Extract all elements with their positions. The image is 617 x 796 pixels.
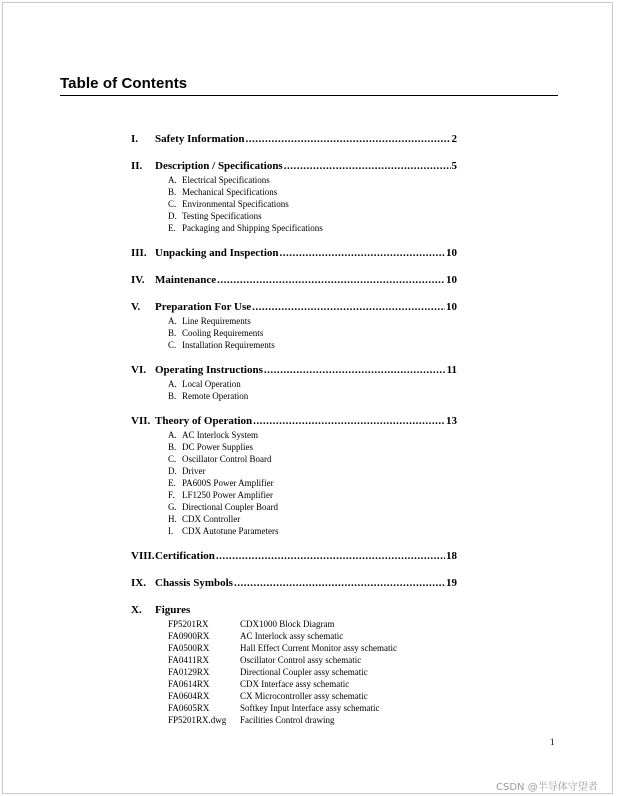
figure-description: Softkey Input Interface assy schematic bbox=[240, 703, 380, 713]
toc-subitem[interactable] bbox=[131, 339, 457, 351]
table-of-contents bbox=[131, 132, 457, 726]
toc-section-title: Certification bbox=[155, 550, 215, 562]
toc-subitem[interactable] bbox=[131, 222, 457, 234]
toc-subitem[interactable] bbox=[131, 390, 457, 402]
figure-list-item[interactable] bbox=[131, 690, 457, 702]
toc-leader-dots bbox=[234, 576, 445, 591]
toc-section-page: 11 bbox=[446, 364, 457, 376]
toc-section-page: 2 bbox=[451, 133, 457, 145]
toc-section-title: Unpacking and Inspection bbox=[155, 247, 279, 259]
figure-code: FA0129RX bbox=[168, 667, 210, 677]
toc-section[interactable] bbox=[131, 300, 457, 315]
toc-subitem-letter: C. bbox=[168, 199, 177, 209]
toc-subitem-letter: A. bbox=[168, 379, 177, 389]
toc-section-page: 10 bbox=[446, 247, 457, 259]
toc-subitem-text: Oscillator Control Board bbox=[182, 454, 272, 464]
toc-section-number: VIII. bbox=[131, 550, 155, 562]
toc-subitem-text: CDX Controller bbox=[182, 514, 241, 524]
toc-subitem-letter: F. bbox=[168, 490, 175, 500]
toc-section-title: Maintenance bbox=[155, 274, 217, 286]
toc-subitem-letter: C. bbox=[168, 454, 177, 464]
toc-subitem-letter: A. bbox=[168, 430, 177, 440]
toc-section-number: II. bbox=[131, 160, 143, 172]
toc-section-number: I. bbox=[131, 133, 139, 145]
figure-code: FP5201RX.dwg bbox=[168, 715, 227, 725]
toc-section-number: III. bbox=[131, 247, 147, 259]
toc-subitem-letter: H. bbox=[168, 514, 177, 524]
toc-leader-dots bbox=[264, 363, 446, 378]
figure-list-item[interactable] bbox=[131, 618, 457, 630]
toc-section[interactable] bbox=[131, 576, 457, 591]
figure-description: AC Interlock assy schematic bbox=[240, 631, 344, 641]
figure-code: FA0411RX bbox=[168, 655, 210, 665]
toc-subitem-letter: E. bbox=[168, 223, 176, 233]
toc-section[interactable] bbox=[131, 159, 457, 174]
toc-section[interactable] bbox=[131, 363, 457, 378]
figure-list-item[interactable] bbox=[131, 642, 457, 654]
figure-description: CX Microcontroller assy schematic bbox=[240, 691, 368, 701]
toc-subitem-text: Line Requirements bbox=[182, 316, 251, 326]
toc-subitem-text: Cooling Requirements bbox=[182, 328, 264, 338]
toc-subitem-text: AC Interlock System bbox=[182, 430, 258, 440]
toc-subitem-text: Packaging and Shipping Specifications bbox=[182, 223, 323, 233]
toc-section[interactable] bbox=[131, 273, 457, 288]
toc-subitem[interactable] bbox=[131, 453, 457, 465]
toc-section-title: Safety Information bbox=[155, 133, 245, 145]
toc-subitem-letter: D. bbox=[168, 466, 177, 476]
toc-subitem[interactable] bbox=[131, 327, 457, 339]
toc-leader-dots bbox=[216, 549, 445, 564]
toc-subitem[interactable] bbox=[131, 513, 457, 525]
toc-subitem-text: CDX Autotune Parameters bbox=[182, 526, 279, 536]
figure-list-item[interactable] bbox=[131, 714, 457, 726]
toc-leader-dots bbox=[217, 273, 445, 288]
toc-section-number: V. bbox=[131, 301, 141, 313]
toc-subitem-text: Testing Specifications bbox=[182, 211, 262, 221]
toc-subitem-letter: G. bbox=[168, 502, 177, 512]
toc-section-title: Description / Specifications bbox=[155, 160, 283, 172]
toc-section-title: Operating Instructions bbox=[155, 364, 263, 376]
figure-description: Directional Coupler assy schematic bbox=[240, 667, 368, 677]
toc-subitem[interactable] bbox=[131, 465, 457, 477]
figure-code: FA0900RX bbox=[168, 631, 210, 641]
page-number: 1 bbox=[550, 737, 555, 747]
toc-subitem-letter: C. bbox=[168, 340, 177, 350]
figure-list-item[interactable] bbox=[131, 666, 457, 678]
toc-subitem-letter: B. bbox=[168, 187, 177, 197]
figure-description: Oscillator Control assy schematic bbox=[240, 655, 362, 665]
figure-description: Facilities Control drawing bbox=[240, 715, 335, 725]
toc-section-title: Chassis Symbols bbox=[155, 577, 233, 589]
toc-subitem-text: LF1250 Power Amplifier bbox=[182, 490, 273, 500]
toc-section-number: IV. bbox=[131, 274, 145, 286]
toc-subitem-letter: I. bbox=[168, 526, 174, 536]
toc-section[interactable] bbox=[131, 132, 457, 147]
toc-subitem-letter: A. bbox=[168, 316, 177, 326]
toc-section[interactable] bbox=[131, 246, 457, 261]
figure-list-item[interactable] bbox=[131, 702, 457, 714]
toc-subitem[interactable] bbox=[131, 186, 457, 198]
toc-subitem-text: Installation Requirements bbox=[182, 340, 275, 350]
toc-subitem[interactable] bbox=[131, 174, 457, 186]
toc-section[interactable] bbox=[131, 549, 457, 564]
toc-leader-dots bbox=[280, 246, 446, 261]
figure-code: FA0604RX bbox=[168, 691, 210, 701]
figure-list-item[interactable] bbox=[131, 654, 457, 666]
toc-section-number: IX. bbox=[131, 577, 146, 589]
page-title: Table of Contents bbox=[60, 75, 188, 92]
toc-subitem[interactable] bbox=[131, 489, 457, 501]
toc-subitem-text: Directional Coupler Board bbox=[182, 502, 278, 512]
toc-section-number: X. bbox=[131, 604, 142, 616]
toc-subitem[interactable] bbox=[131, 378, 457, 390]
toc-subitem[interactable] bbox=[131, 477, 457, 489]
toc-leader-dots bbox=[246, 132, 451, 147]
toc-subitem[interactable] bbox=[131, 429, 457, 441]
toc-subitem-text: Local Operation bbox=[182, 379, 241, 389]
toc-section-figures[interactable] bbox=[131, 603, 457, 618]
toc-leader-dots bbox=[253, 414, 445, 429]
toc-subitem-text: Environmental Specifications bbox=[182, 199, 289, 209]
toc-section-page: 19 bbox=[446, 577, 457, 589]
toc-subitem[interactable] bbox=[131, 315, 457, 327]
figure-list-item[interactable] bbox=[131, 630, 457, 642]
toc-section-page: 10 bbox=[446, 274, 457, 286]
figure-description: Hall Effect Current Monitor assy schematic bbox=[240, 643, 398, 653]
figure-description: CDX1000 Block Diagram bbox=[240, 619, 335, 629]
toc-subitem[interactable] bbox=[131, 525, 457, 537]
watermark: CSDN @半导体守望者 bbox=[496, 782, 598, 793]
toc-section-page: 18 bbox=[446, 550, 457, 562]
toc-subitem-text: DC Power Supplies bbox=[182, 442, 254, 452]
title-rule bbox=[60, 95, 558, 96]
toc-subitem-letter: D. bbox=[168, 211, 177, 221]
toc-subitem-letter: A. bbox=[168, 175, 177, 185]
toc-section-page: 5 bbox=[451, 160, 457, 172]
figure-code: FA0500RX bbox=[168, 643, 210, 653]
toc-subitem-text: Driver bbox=[182, 466, 206, 476]
toc-subitem-letter: E. bbox=[168, 478, 176, 488]
toc-section-number: VII. bbox=[131, 415, 151, 427]
toc-subitem-text: PA600S Power Amplifier bbox=[182, 478, 274, 488]
toc-section-title: Theory of Operation bbox=[155, 415, 253, 427]
figure-code: FA0605RX bbox=[168, 703, 210, 713]
toc-section[interactable] bbox=[131, 414, 457, 429]
toc-subitem-letter: B. bbox=[168, 328, 177, 338]
figure-description: CDX Interface assy schematic bbox=[240, 679, 350, 689]
toc-subitem[interactable] bbox=[131, 441, 457, 453]
toc-section-title: Figures bbox=[155, 604, 191, 616]
figure-code: FP5201RX bbox=[168, 619, 209, 629]
toc-section-page: 13 bbox=[446, 415, 457, 427]
toc-subitem[interactable] bbox=[131, 210, 457, 222]
toc-leader-dots bbox=[252, 300, 445, 315]
toc-subitem-text: Mechanical Specifications bbox=[182, 187, 278, 197]
toc-subitem-text: Remote Operation bbox=[182, 391, 249, 401]
toc-section-page: 10 bbox=[446, 301, 457, 313]
toc-section-title: Preparation For Use bbox=[155, 301, 252, 313]
toc-subitem[interactable] bbox=[131, 501, 457, 513]
toc-section-number: VI. bbox=[131, 364, 146, 376]
toc-subitem[interactable] bbox=[131, 198, 457, 210]
figure-code: FA0614RX bbox=[168, 679, 210, 689]
toc-subitem-text: Electrical Specifications bbox=[182, 175, 270, 185]
figure-list-item[interactable] bbox=[131, 678, 457, 690]
toc-leader-dots bbox=[284, 159, 451, 174]
toc-subitem-letter: B. bbox=[168, 391, 177, 401]
toc-subitem-letter: B. bbox=[168, 442, 177, 452]
